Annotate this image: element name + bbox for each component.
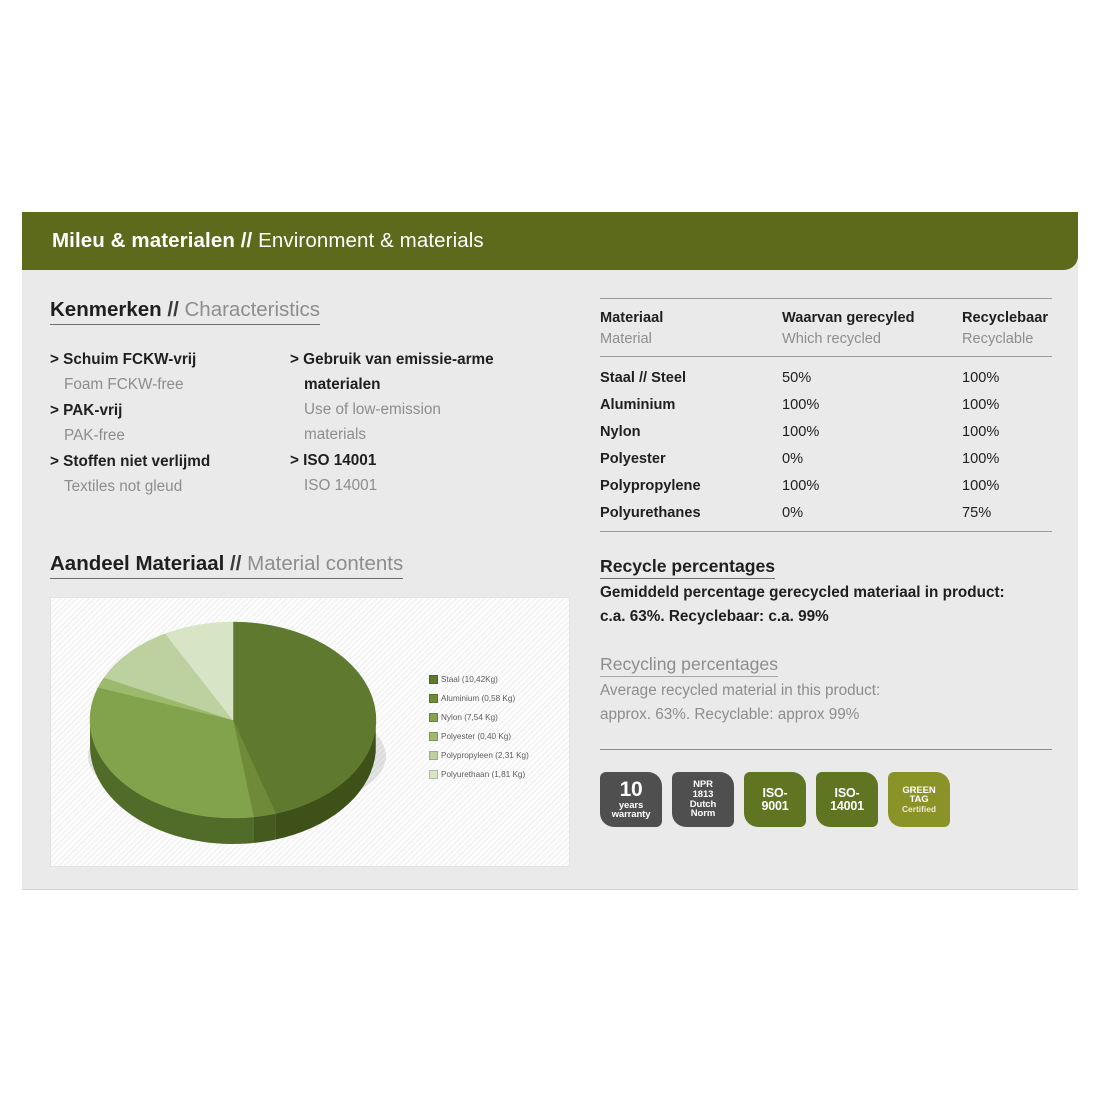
- legend-label: Nylon (7,54 Kg): [441, 713, 498, 722]
- material-name-nl: Polyester: [600, 451, 666, 467]
- left-column: [50, 298, 570, 500]
- material-contents-chart-box: [50, 597, 570, 867]
- characteristic-item: [50, 347, 290, 397]
- table-row: [600, 418, 1052, 445]
- characteristic-label-en: PAK-free: [64, 427, 125, 444]
- table-header-nl: Waarvan gerecyled: [782, 310, 915, 326]
- table-cell-material: [600, 418, 782, 445]
- legend-label: Staal (10,42Kg): [441, 675, 498, 684]
- table-cell-recycled: 100%: [782, 424, 820, 440]
- badge-green-tag: [888, 772, 950, 827]
- legend-swatch-icon: [429, 751, 438, 760]
- characteristic-item: [50, 398, 290, 448]
- legend-item: [429, 689, 564, 708]
- badge-iso-14001: [816, 772, 878, 827]
- header-title-separator: //: [240, 229, 253, 252]
- characteristics-heading-en: Characteristics: [184, 298, 321, 321]
- badge-line-1: 10: [619, 778, 643, 802]
- badge-line-2: 1813: [692, 788, 714, 800]
- recycle-heading-nl: Recycle percentages: [600, 556, 775, 579]
- characteristics-column-right: [290, 347, 545, 500]
- pie-chart: [73, 610, 393, 860]
- badge-line-1: GREEN: [902, 784, 936, 796]
- characteristic-label-en: Textiles not gleud: [64, 478, 183, 495]
- legend-item: [429, 708, 564, 727]
- material-name-nl: Nylon: [600, 424, 641, 440]
- legend-label: Polyurethaan (1,81 Kg): [441, 770, 526, 779]
- legend-swatch-icon: [429, 732, 438, 741]
- badge-line-2: TAG: [909, 794, 929, 806]
- characteristics-heading-separator: //: [167, 298, 179, 321]
- recycle-body-nl-line1: Gemiddeld percentage gerecycled materiaal in product:: [600, 584, 1005, 601]
- characteristic-label-nl: > Schuim FCKW-vrij: [50, 351, 197, 368]
- legend-label: Polypropyleen (2,31 Kg): [441, 751, 529, 760]
- badge-iso-9001: [744, 772, 806, 827]
- header-title-en: Environment & materials: [258, 229, 484, 252]
- table-cell-recyclable: 100%: [962, 397, 1000, 413]
- table-header-cell-material: [600, 299, 782, 357]
- badge-npr-1813: [672, 772, 734, 827]
- table-cell-recyclable: 100%: [962, 370, 1000, 386]
- badge-line-1: NPR: [693, 779, 713, 791]
- table-header-row: [600, 299, 1052, 357]
- table-header-cell-recycled: [782, 299, 962, 357]
- legend-label: Aluminium (0,58 Kg): [441, 694, 516, 703]
- legend-swatch-icon: [429, 770, 438, 779]
- table-header-en: Material: [600, 331, 652, 347]
- legend-swatch-icon: [429, 694, 438, 703]
- recycle-body-en-line1: Average recycled material in this product:: [600, 682, 881, 699]
- table-row: [600, 357, 1052, 392]
- legend-swatch-icon: [429, 675, 438, 684]
- legend-item: [429, 727, 564, 746]
- table-cell-material: [600, 391, 782, 418]
- recycle-body-en-line2: approx. 63%. Recyclable: approx 99%: [600, 706, 860, 723]
- characteristic-item: [290, 448, 545, 498]
- right-column: [600, 298, 1052, 827]
- table-cell-recyclable: 100%: [962, 451, 1000, 467]
- table-row: [600, 472, 1052, 499]
- table-row: [600, 499, 1052, 526]
- table-cell-recyclable: 75%: [962, 505, 992, 521]
- table-cell-recyclable: 100%: [962, 478, 1000, 494]
- header-title-nl: Mileu & materialen: [52, 229, 235, 252]
- panel-header-title: [52, 229, 484, 253]
- table-header-en: Recyclable: [962, 331, 1034, 347]
- panel-header: [22, 212, 1078, 270]
- table-cell-recyclable: 100%: [962, 424, 1000, 440]
- table-bottom-divider: [600, 531, 1052, 532]
- characteristic-label-en-cont: materials: [304, 426, 367, 443]
- recycle-body-nl-line2: c.a. 63%. Recyclebaar: c.a. 99%: [600, 608, 829, 625]
- characteristics-column-left: [50, 347, 290, 500]
- badge-line-1: ISO-: [834, 785, 860, 800]
- table-header-nl: Recyclebaar: [962, 310, 1049, 326]
- material-contents-heading-en: Material contents: [247, 552, 404, 575]
- characteristic-label-nl: > Gebruik van emissie-arme: [290, 351, 494, 368]
- table-cell-recycled: 0%: [782, 451, 804, 467]
- table-header-nl: Materiaal: [600, 310, 664, 326]
- table-cell-recycled: 100%: [782, 478, 820, 494]
- characteristic-label-en: Use of low-emission: [304, 401, 441, 418]
- material-name-nl: Staal: [600, 370, 635, 386]
- characteristic-label-nl: > PAK-vrij: [50, 402, 123, 419]
- legend-swatch-icon: [429, 713, 438, 722]
- characteristics-columns: [50, 347, 570, 500]
- characteristic-label-nl: > ISO 14001: [290, 452, 377, 469]
- characteristic-label-en: ISO 14001: [304, 477, 378, 494]
- table-cell-recycled: 50%: [782, 370, 812, 386]
- material-contents-heading: [50, 552, 403, 579]
- legend-item: [429, 670, 564, 689]
- characteristic-label-nl: > Stoffen niet verlijmd: [50, 453, 211, 470]
- recycle-heading-en: Recycling percentages: [600, 654, 778, 677]
- badge-line-1: ISO-: [762, 785, 788, 800]
- legend-label: Polyester (0,40 Kg): [441, 732, 512, 741]
- characteristics-heading-nl: Kenmerken: [50, 298, 162, 321]
- pie-chart-svg: [73, 610, 393, 860]
- badge-line-2: 14001: [830, 798, 864, 813]
- badge-line-3: Dutch: [689, 798, 717, 810]
- table-cell-material: [600, 499, 782, 526]
- badges-divider: [600, 749, 1052, 750]
- material-name-nl: Polyurethanes: [600, 505, 701, 521]
- characteristics-heading: [50, 298, 320, 325]
- material-name-nl: Polypropylene: [600, 478, 701, 494]
- legend-item: [429, 765, 564, 784]
- environment-materials-panel: [22, 212, 1078, 890]
- table-header-en: Which recycled: [782, 331, 881, 347]
- badge-line-3: warranty: [611, 809, 651, 821]
- pie-chart-legend: [429, 670, 564, 784]
- material-name-en: Steel: [651, 370, 687, 386]
- table-cell-recycled: 100%: [782, 397, 820, 413]
- table-cell-material: [600, 445, 782, 472]
- certification-badges: [600, 772, 1052, 827]
- characteristic-label-nl-cont: materialen: [304, 376, 381, 393]
- badge-warranty: [600, 772, 662, 827]
- badge-line-2: years: [618, 799, 644, 811]
- legend-item: [429, 746, 564, 765]
- table-header-cell-recyclable: [962, 299, 1052, 357]
- table-cell-material: [600, 357, 782, 392]
- table-row: [600, 445, 1052, 472]
- recycle-percentages-block: [600, 556, 1052, 725]
- characteristic-item: [290, 347, 545, 447]
- characteristic-item: [50, 449, 290, 499]
- badge-line-4: Norm: [690, 808, 716, 820]
- material-contents-heading-wrap: [50, 552, 403, 579]
- table-cell-material: [600, 472, 782, 499]
- material-name-nl: Aluminium: [600, 397, 676, 413]
- badge-line-2: 9001: [761, 798, 789, 813]
- badge-line-3: Certified: [902, 803, 936, 814]
- table-cell-recycled: 0%: [782, 505, 804, 521]
- table-row: [600, 391, 1052, 418]
- material-contents-heading-separator: //: [230, 552, 242, 575]
- material-contents-heading-nl: Aandeel Materiaal: [50, 552, 225, 575]
- material-name-separator: //: [638, 370, 648, 386]
- materials-table: [600, 298, 1052, 526]
- characteristic-label-en: Foam FCKW-free: [64, 376, 184, 393]
